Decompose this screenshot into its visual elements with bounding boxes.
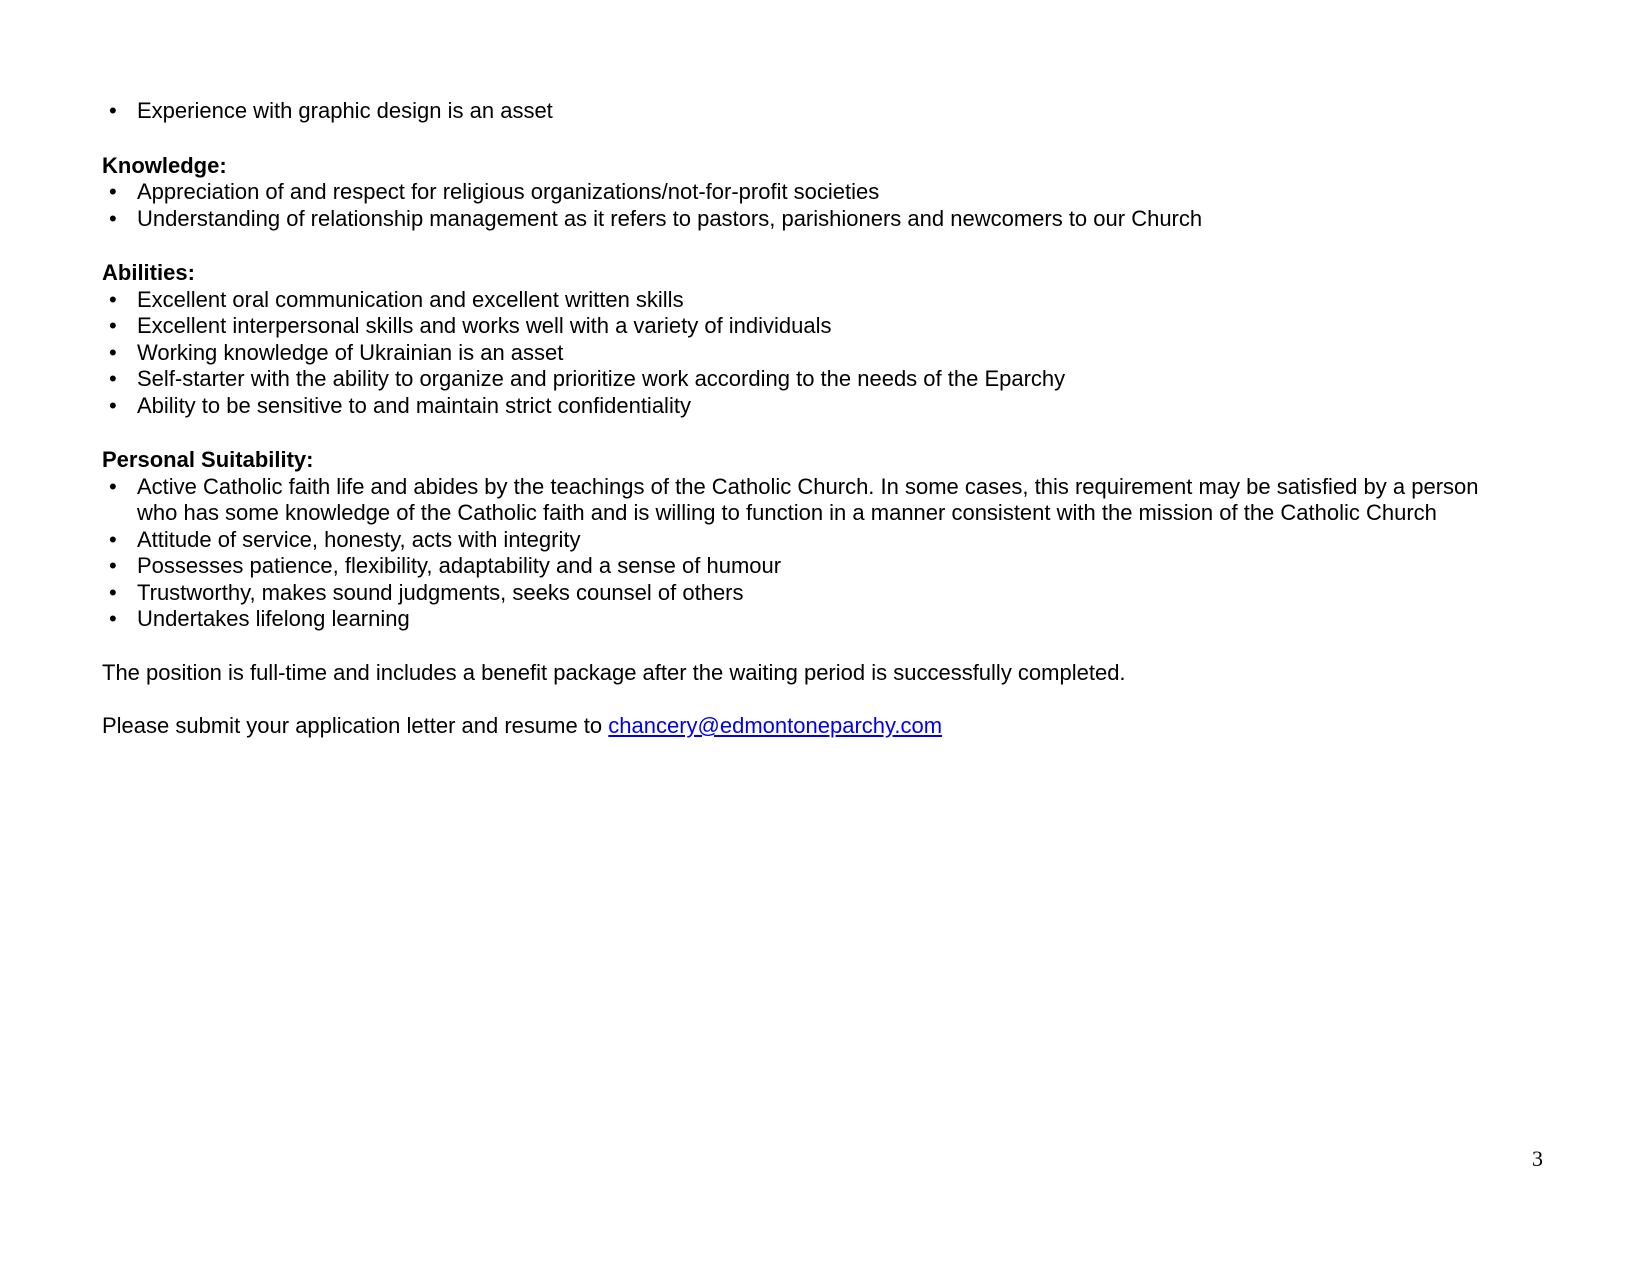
bullet-icon: • — [109, 179, 117, 204]
email-link[interactable]: chancery@edmontoneparchy.com — [608, 713, 943, 738]
bullet-icon: • — [109, 286, 117, 312]
list-item-text: Understanding of relationship management as it refers to pastors, parishioners and newcomers to our Church — [137, 205, 1203, 231]
list-item — [102, 340, 1497, 367]
list-item-text: Attitude of service, honesty, acts with integrity — [137, 526, 581, 552]
list-item — [102, 313, 1497, 340]
section-heading-personal-suitability: Personal Suitability: — [102, 447, 314, 472]
position-details-paragraph: The position is full-time and includes a benefit package after the waiting period is successfully completed. — [102, 659, 1126, 685]
bullet-icon: • — [109, 205, 117, 231]
list-item-text: Trustworthy, makes sound judgments, seeks counsel of others — [137, 579, 744, 605]
bullet-icon: • — [109, 366, 117, 391]
section-heading-abilities: Abilities: — [102, 260, 195, 285]
list-item-text: Self-starter with the ability to organize and prioritize work according to the needs of the Eparchy — [137, 366, 1066, 391]
list-item — [102, 606, 1497, 633]
bullet-icon: • — [109, 606, 117, 631]
list-item-text: Ability to be sensitive to and maintain strict confidentiality — [137, 392, 691, 418]
list-item — [102, 553, 1497, 580]
bullet-icon: • — [109, 392, 117, 418]
list-item-text: Working knowledge of Ukrainian is an asset — [137, 339, 564, 365]
section-heading-knowledge: Knowledge: — [102, 152, 227, 178]
intro-bullet-list — [102, 98, 1497, 125]
bullet-icon: • — [109, 339, 117, 365]
bullet-icon: • — [109, 473, 117, 499]
bullet-icon: • — [109, 553, 117, 578]
bullet-icon: • — [109, 313, 117, 338]
list-item-text: Excellent oral communication and excellent written skills — [137, 286, 684, 312]
list-item — [102, 580, 1497, 607]
bullet-icon: • — [109, 579, 117, 605]
list-item — [102, 366, 1497, 393]
list-item-text: Undertakes lifelong learning — [137, 606, 410, 631]
list-item-text: Active Catholic faith life and abides by the teachings of the Catholic Church. In some cases, this requirement may be satisfied by a person who has some knowledge of the Catholic faith and is willing to function in a manner consistent with the mission of the Catholic Church — [137, 473, 1479, 525]
bullet-icon: • — [109, 98, 117, 123]
list-item — [102, 179, 1497, 206]
submit-text: Please submit your application letter and resume to — [102, 713, 609, 738]
list-item-text: Excellent interpersonal skills and works well with a variety of individuals — [137, 313, 832, 338]
page-number: 3 — [1532, 1146, 1543, 1171]
abilities-bullet-list — [102, 287, 1497, 420]
application-submit-paragraph — [102, 713, 1462, 740]
bullet-icon: • — [109, 526, 117, 552]
list-item — [102, 206, 1497, 233]
list-item-text: Appreciation of and respect for religious organizations/not-for-profit societies — [137, 179, 880, 204]
list-item-text: Possesses patience, flexibility, adaptability and a sense of humour — [137, 553, 782, 578]
list-item — [102, 474, 1497, 527]
list-item — [102, 393, 1497, 420]
personal-suitability-bullet-list — [102, 474, 1497, 633]
list-item — [102, 527, 1497, 554]
list-item — [102, 287, 1497, 314]
document-content — [102, 98, 1497, 740]
knowledge-bullet-list — [102, 179, 1497, 232]
list-item — [102, 98, 1497, 125]
list-item-text: Experience with graphic design is an asset — [137, 98, 553, 123]
